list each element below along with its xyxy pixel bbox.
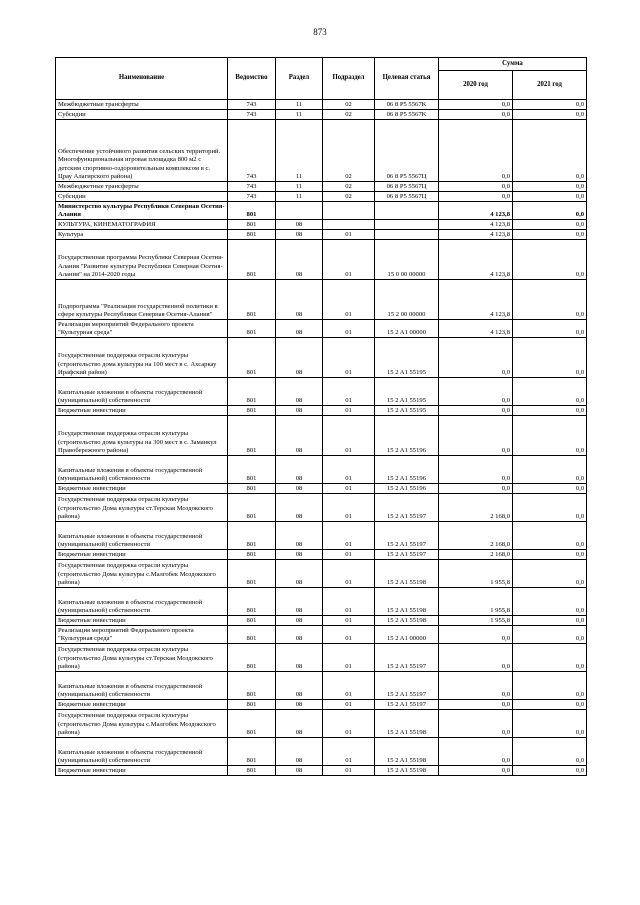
row-razdel: 08 [276, 738, 323, 766]
row-vedomstvo: 801 [228, 320, 276, 338]
row-vedomstvo: 801 [228, 616, 276, 626]
row-target: 15 2 A1 55197 [375, 700, 439, 710]
row-sum-2020: 0,0 [439, 456, 513, 484]
row-sum-2020: 4 123,8 [439, 220, 513, 230]
row-target: 15 2 A1 55198 [375, 738, 439, 766]
header-sum: Сумма [439, 58, 587, 71]
row-sum-2021: 0,0 [513, 766, 587, 776]
table-row [56, 494, 587, 522]
row-name: Бюджетные инвестиции [56, 406, 228, 416]
row-vedomstvo: 801 [228, 416, 276, 456]
row-sum-2020: 1 955,8 [439, 588, 513, 616]
row-target: 06 8 P5 5567K [375, 100, 439, 110]
row-name: Бюджетные инвестиции [56, 700, 228, 710]
row-sum-2021: 0,0 [513, 110, 587, 120]
table-row [56, 766, 587, 776]
row-sum-2020: 0,0 [439, 484, 513, 494]
row-vedomstvo: 743 [228, 100, 276, 110]
row-sum-2020: 0,0 [439, 738, 513, 766]
row-sum-2021: 0,0 [513, 560, 587, 588]
row-sum-2020: 0,0 [439, 378, 513, 406]
row-name: Государственная поддержка отрасли культуры (строительство Дома культуры ст.Терская Моздокского района) [56, 644, 228, 672]
row-razdel: 08 [276, 616, 323, 626]
row-razdel: 08 [276, 626, 323, 644]
row-sum-2021: 0,0 [513, 120, 587, 182]
row-razdel: 08 [276, 700, 323, 710]
row-sum-2021: 0,0 [513, 626, 587, 644]
row-target: 15 2 A1 00000 [375, 626, 439, 644]
page-number: 873 [313, 27, 327, 37]
table-row [56, 280, 587, 320]
row-podrazdel: 01 [323, 378, 375, 406]
row-target: 15 2 A1 55197 [375, 550, 439, 560]
row-name: Капитальные вложения в объекты государственной (муниципальной) собственности [56, 588, 228, 616]
row-sum-2020: 0,0 [439, 338, 513, 378]
row-razdel: 08 [276, 338, 323, 378]
row-razdel: 08 [276, 320, 323, 338]
row-target [375, 230, 439, 240]
row-podrazdel [323, 202, 375, 220]
table-row [56, 406, 587, 416]
row-razdel: 08 [276, 280, 323, 320]
row-razdel: 11 [276, 110, 323, 120]
row-podrazdel: 02 [323, 182, 375, 192]
table-row [56, 220, 587, 230]
row-razdel: 08 [276, 522, 323, 550]
row-vedomstvo: 801 [228, 626, 276, 644]
row-podrazdel: 01 [323, 766, 375, 776]
row-name: Государственная поддержка отрасли культуры (строительство Дома культуры с.Малгобек Моздокского района) [56, 710, 228, 738]
row-razdel: 08 [276, 230, 323, 240]
row-sum-2020: 0,0 [439, 416, 513, 456]
row-name: Бюджетные инвестиции [56, 766, 228, 776]
row-target: 06 8 P5 5567Ц [375, 120, 439, 182]
row-podrazdel [323, 220, 375, 230]
row-vedomstvo: 801 [228, 672, 276, 700]
table-row [56, 378, 587, 406]
row-target: 15 2 A1 55197 [375, 672, 439, 700]
row-podrazdel: 01 [323, 416, 375, 456]
row-name: Реализация мероприятий Федерального проекта "Культурная среда" [56, 626, 228, 644]
row-sum-2020: 4 123,8 [439, 240, 513, 280]
row-podrazdel: 01 [323, 456, 375, 484]
row-podrazdel: 01 [323, 588, 375, 616]
table-row [56, 560, 587, 588]
row-vedomstvo: 801 [228, 484, 276, 494]
row-name: Межбюджетные трансферты [56, 182, 228, 192]
row-vedomstvo: 801 [228, 644, 276, 672]
row-sum-2021: 0,0 [513, 456, 587, 484]
row-sum-2020: 0,0 [439, 766, 513, 776]
row-name: Бюджетные инвестиции [56, 484, 228, 494]
row-podrazdel: 01 [323, 672, 375, 700]
header-2021: 2021 год [513, 71, 587, 100]
row-sum-2020: 2 168,0 [439, 494, 513, 522]
row-podrazdel: 02 [323, 110, 375, 120]
row-name: Реализация мероприятий Федерального проекта "Культурная среда" [56, 320, 228, 338]
row-sum-2021: 0,0 [513, 406, 587, 416]
row-target: 15 2 00 00000 [375, 280, 439, 320]
row-vedomstvo: 801 [228, 560, 276, 588]
row-sum-2021: 0,0 [513, 320, 587, 338]
table-row [56, 182, 587, 192]
row-sum-2020: 2 168,0 [439, 522, 513, 550]
row-target: 15 2 A1 55197 [375, 494, 439, 522]
row-sum-2021: 0,0 [513, 240, 587, 280]
row-podrazdel: 01 [323, 700, 375, 710]
row-vedomstvo: 801 [228, 700, 276, 710]
row-target: 06 8 P5 5567K [375, 110, 439, 120]
row-sum-2020: 1 955,8 [439, 616, 513, 626]
row-name: Государственная поддержка отрасли культуры (строительство дома культуры на 300 мест в с. Заманкул Правобережного района) [56, 416, 228, 456]
row-sum-2020: 0,0 [439, 110, 513, 120]
row-podrazdel: 01 [323, 616, 375, 626]
row-sum-2021: 0,0 [513, 192, 587, 202]
row-podrazdel: 02 [323, 100, 375, 110]
table-row [56, 202, 587, 220]
row-sum-2020: 4 123,8 [439, 202, 513, 220]
row-name: Государственная поддержка отрасли культуры (строительство дома культуры на 100 мест в с. Ахсаркау Ирафский район) [56, 338, 228, 378]
row-target: 15 2 A1 55198 [375, 766, 439, 776]
row-vedomstvo: 801 [228, 550, 276, 560]
row-sum-2020: 4 123,8 [439, 230, 513, 240]
row-sum-2021: 0,0 [513, 378, 587, 406]
row-podrazdel: 01 [323, 338, 375, 378]
row-target: 15 2 A1 55198 [375, 588, 439, 616]
row-podrazdel: 02 [323, 120, 375, 182]
row-sum-2021: 0,0 [513, 522, 587, 550]
table-row [56, 738, 587, 766]
row-sum-2020: 0,0 [439, 120, 513, 182]
row-name: Межбюджетные трансферты [56, 100, 228, 110]
row-sum-2020: 2 168,0 [439, 550, 513, 560]
table-row [56, 100, 587, 110]
row-sum-2021: 0,0 [513, 710, 587, 738]
row-podrazdel: 01 [323, 484, 375, 494]
row-sum-2021: 0,0 [513, 616, 587, 626]
row-target: 15 2 A1 55198 [375, 560, 439, 588]
row-name: Государственная программа Республики Северная Осетия-Алания "Развитие культуры Республики Северная Осетия-Алания" на 2014-2020 годы [56, 240, 228, 280]
row-vedomstvo: 801 [228, 522, 276, 550]
row-podrazdel: 01 [323, 644, 375, 672]
table-row [56, 700, 587, 710]
row-podrazdel: 01 [323, 240, 375, 280]
row-name: Капитальные вложения в объекты государственной (муниципальной) собственности [56, 672, 228, 700]
row-name: КУЛЬТУРА, КИНЕМАТОГРАФИЯ [56, 220, 228, 230]
table-row [56, 338, 587, 378]
header-2020: 2020 год [439, 71, 513, 100]
row-vedomstvo: 801 [228, 230, 276, 240]
row-podrazdel: 01 [323, 710, 375, 738]
table-row [56, 644, 587, 672]
table-row [56, 710, 587, 738]
row-vedomstvo: 801 [228, 710, 276, 738]
row-name: Субсидии [56, 110, 228, 120]
row-target: 15 2 A1 55197 [375, 644, 439, 672]
row-podrazdel: 02 [323, 192, 375, 202]
row-razdel: 08 [276, 484, 323, 494]
row-sum-2021: 0,0 [513, 220, 587, 230]
row-sum-2020: 0,0 [439, 182, 513, 192]
row-name: Капитальные вложения в объекты государственной (муниципальной) собственности [56, 378, 228, 406]
row-razdel: 08 [276, 378, 323, 406]
row-razdel: 08 [276, 456, 323, 484]
table-header [56, 58, 587, 100]
row-vedomstvo: 801 [228, 202, 276, 220]
row-podrazdel: 01 [323, 406, 375, 416]
row-vedomstvo: 743 [228, 192, 276, 202]
row-sum-2021: 0,0 [513, 338, 587, 378]
row-sum-2021: 0,0 [513, 494, 587, 522]
row-target: 15 2 A1 55198 [375, 710, 439, 738]
row-razdel: 08 [276, 494, 323, 522]
row-sum-2021: 0,0 [513, 700, 587, 710]
row-sum-2021: 0,0 [513, 416, 587, 456]
row-name: Обеспечение устойчивого развития сельских территорий. Многофункциональная игровая площадка 800 м2 с детским спортивно-оздоровительным комплексом в с. Црау Алагирского района) [56, 120, 228, 182]
row-vedomstvo: 801 [228, 766, 276, 776]
row-name: Капитальные вложения в объекты государственной (муниципальной) собственности [56, 456, 228, 484]
row-podrazdel: 01 [323, 522, 375, 550]
header-vedomstvo: Ведомство [228, 58, 276, 100]
row-name: Государственная поддержка отрасли культуры (строительство Дома культуры с.Малгобек Моздокского района) [56, 560, 228, 588]
row-razdel: 08 [276, 766, 323, 776]
table-row [56, 626, 587, 644]
row-vedomstvo: 801 [228, 220, 276, 230]
row-razdel: 11 [276, 100, 323, 110]
row-vedomstvo: 801 [228, 280, 276, 320]
row-target: 15 2 A1 55196 [375, 416, 439, 456]
row-sum-2020: 4 123,8 [439, 280, 513, 320]
table-row [56, 672, 587, 700]
budget-table [55, 57, 587, 776]
row-sum-2021: 0,0 [513, 644, 587, 672]
row-name: Бюджетные инвестиции [56, 550, 228, 560]
row-podrazdel: 01 [323, 280, 375, 320]
row-sum-2020: 0,0 [439, 700, 513, 710]
header-target: Целевая статья [375, 58, 439, 100]
row-sum-2021: 0,0 [513, 182, 587, 192]
row-razdel: 08 [276, 672, 323, 700]
row-razdel: 08 [276, 710, 323, 738]
row-target: 15 2 A1 55195 [375, 406, 439, 416]
row-name: Бюджетные инвестиции [56, 616, 228, 626]
row-sum-2020: 0,0 [439, 710, 513, 738]
table-row [56, 484, 587, 494]
row-name: Капитальные вложения в объекты государственной (муниципальной) собственности [56, 738, 228, 766]
table-row [56, 616, 587, 626]
row-vedomstvo: 801 [228, 588, 276, 616]
row-name: Государственная поддержка отрасли культуры (строительство Дома культуры ст.Терская Моздокского района) [56, 494, 228, 522]
row-sum-2021: 0,0 [513, 280, 587, 320]
row-target: 15 2 A1 55198 [375, 616, 439, 626]
row-razdel: 08 [276, 406, 323, 416]
header-razdel: Раздел [276, 58, 323, 100]
row-razdel: 08 [276, 220, 323, 230]
row-sum-2021: 0,0 [513, 100, 587, 110]
row-sum-2020: 0,0 [439, 672, 513, 700]
table-row [56, 110, 587, 120]
row-sum-2021: 0,0 [513, 738, 587, 766]
table-row [56, 120, 587, 182]
row-razdel: 11 [276, 192, 323, 202]
row-podrazdel: 01 [323, 626, 375, 644]
row-vedomstvo: 801 [228, 378, 276, 406]
table-row [56, 550, 587, 560]
row-sum-2021: 0,0 [513, 484, 587, 494]
row-sum-2020: 0,0 [439, 626, 513, 644]
row-vedomstvo: 743 [228, 120, 276, 182]
row-razdel: 08 [276, 550, 323, 560]
row-vedomstvo: 801 [228, 406, 276, 416]
row-target: 15 0 00 00000 [375, 240, 439, 280]
row-podrazdel: 01 [323, 550, 375, 560]
row-sum-2021: 0,0 [513, 202, 587, 220]
table-row [56, 588, 587, 616]
header-podrazdel: Подраздел [323, 58, 375, 100]
row-name: Субсидии [56, 192, 228, 202]
row-sum-2020: 1 955,8 [439, 560, 513, 588]
table-row [56, 416, 587, 456]
row-sum-2020: 0,0 [439, 644, 513, 672]
row-sum-2020: 0,0 [439, 100, 513, 110]
table-row [56, 192, 587, 202]
row-sum-2021: 0,0 [513, 588, 587, 616]
row-name: Культура [56, 230, 228, 240]
row-razdel: 11 [276, 120, 323, 182]
row-vedomstvo: 801 [228, 240, 276, 280]
row-sum-2020: 0,0 [439, 406, 513, 416]
row-vedomstvo: 743 [228, 182, 276, 192]
table-row [56, 522, 587, 550]
table-row [56, 240, 587, 280]
row-razdel: 11 [276, 182, 323, 192]
row-sum-2021: 0,0 [513, 230, 587, 240]
row-razdel: 08 [276, 644, 323, 672]
row-razdel: 08 [276, 588, 323, 616]
table-body [56, 100, 587, 776]
row-podrazdel: 01 [323, 560, 375, 588]
row-target: 15 2 A1 00000 [375, 320, 439, 338]
row-razdel: 08 [276, 560, 323, 588]
row-target: 15 2 A1 55195 [375, 338, 439, 378]
row-target: 15 2 A1 55196 [375, 484, 439, 494]
row-name: Подпрограмма "Реализация государственной политики в сфере культуры Республики Северная Осетия-Алания" [56, 280, 228, 320]
row-vedomstvo: 801 [228, 738, 276, 766]
row-name: Капитальные вложения в объекты государственной (муниципальной) собственности [56, 522, 228, 550]
table-row [56, 230, 587, 240]
row-target: 06 8 P5 5567Ц [375, 192, 439, 202]
row-target: 15 2 A1 55195 [375, 378, 439, 406]
row-razdel: 08 [276, 240, 323, 280]
row-name: Министерство культуры Республики Северная Осетия-Алания [56, 202, 228, 220]
row-razdel [276, 202, 323, 220]
row-razdel: 08 [276, 416, 323, 456]
row-target: 15 2 A1 55197 [375, 522, 439, 550]
row-vedomstvo: 801 [228, 456, 276, 484]
row-vedomstvo: 801 [228, 338, 276, 378]
row-podrazdel: 01 [323, 320, 375, 338]
row-sum-2021: 0,0 [513, 672, 587, 700]
table-row [56, 456, 587, 484]
header-name: Наименование [56, 58, 228, 100]
row-podrazdel: 01 [323, 494, 375, 522]
table-row [56, 320, 587, 338]
row-target [375, 202, 439, 220]
row-podrazdel: 01 [323, 230, 375, 240]
row-target: 15 2 A1 55196 [375, 456, 439, 484]
row-sum-2020: 4 123,8 [439, 320, 513, 338]
row-sum-2020: 0,0 [439, 192, 513, 202]
row-sum-2021: 0,0 [513, 550, 587, 560]
row-target: 06 8 P5 5567Ц [375, 182, 439, 192]
row-vedomstvo: 801 [228, 494, 276, 522]
row-vedomstvo: 743 [228, 110, 276, 120]
row-podrazdel: 01 [323, 738, 375, 766]
row-target [375, 220, 439, 230]
